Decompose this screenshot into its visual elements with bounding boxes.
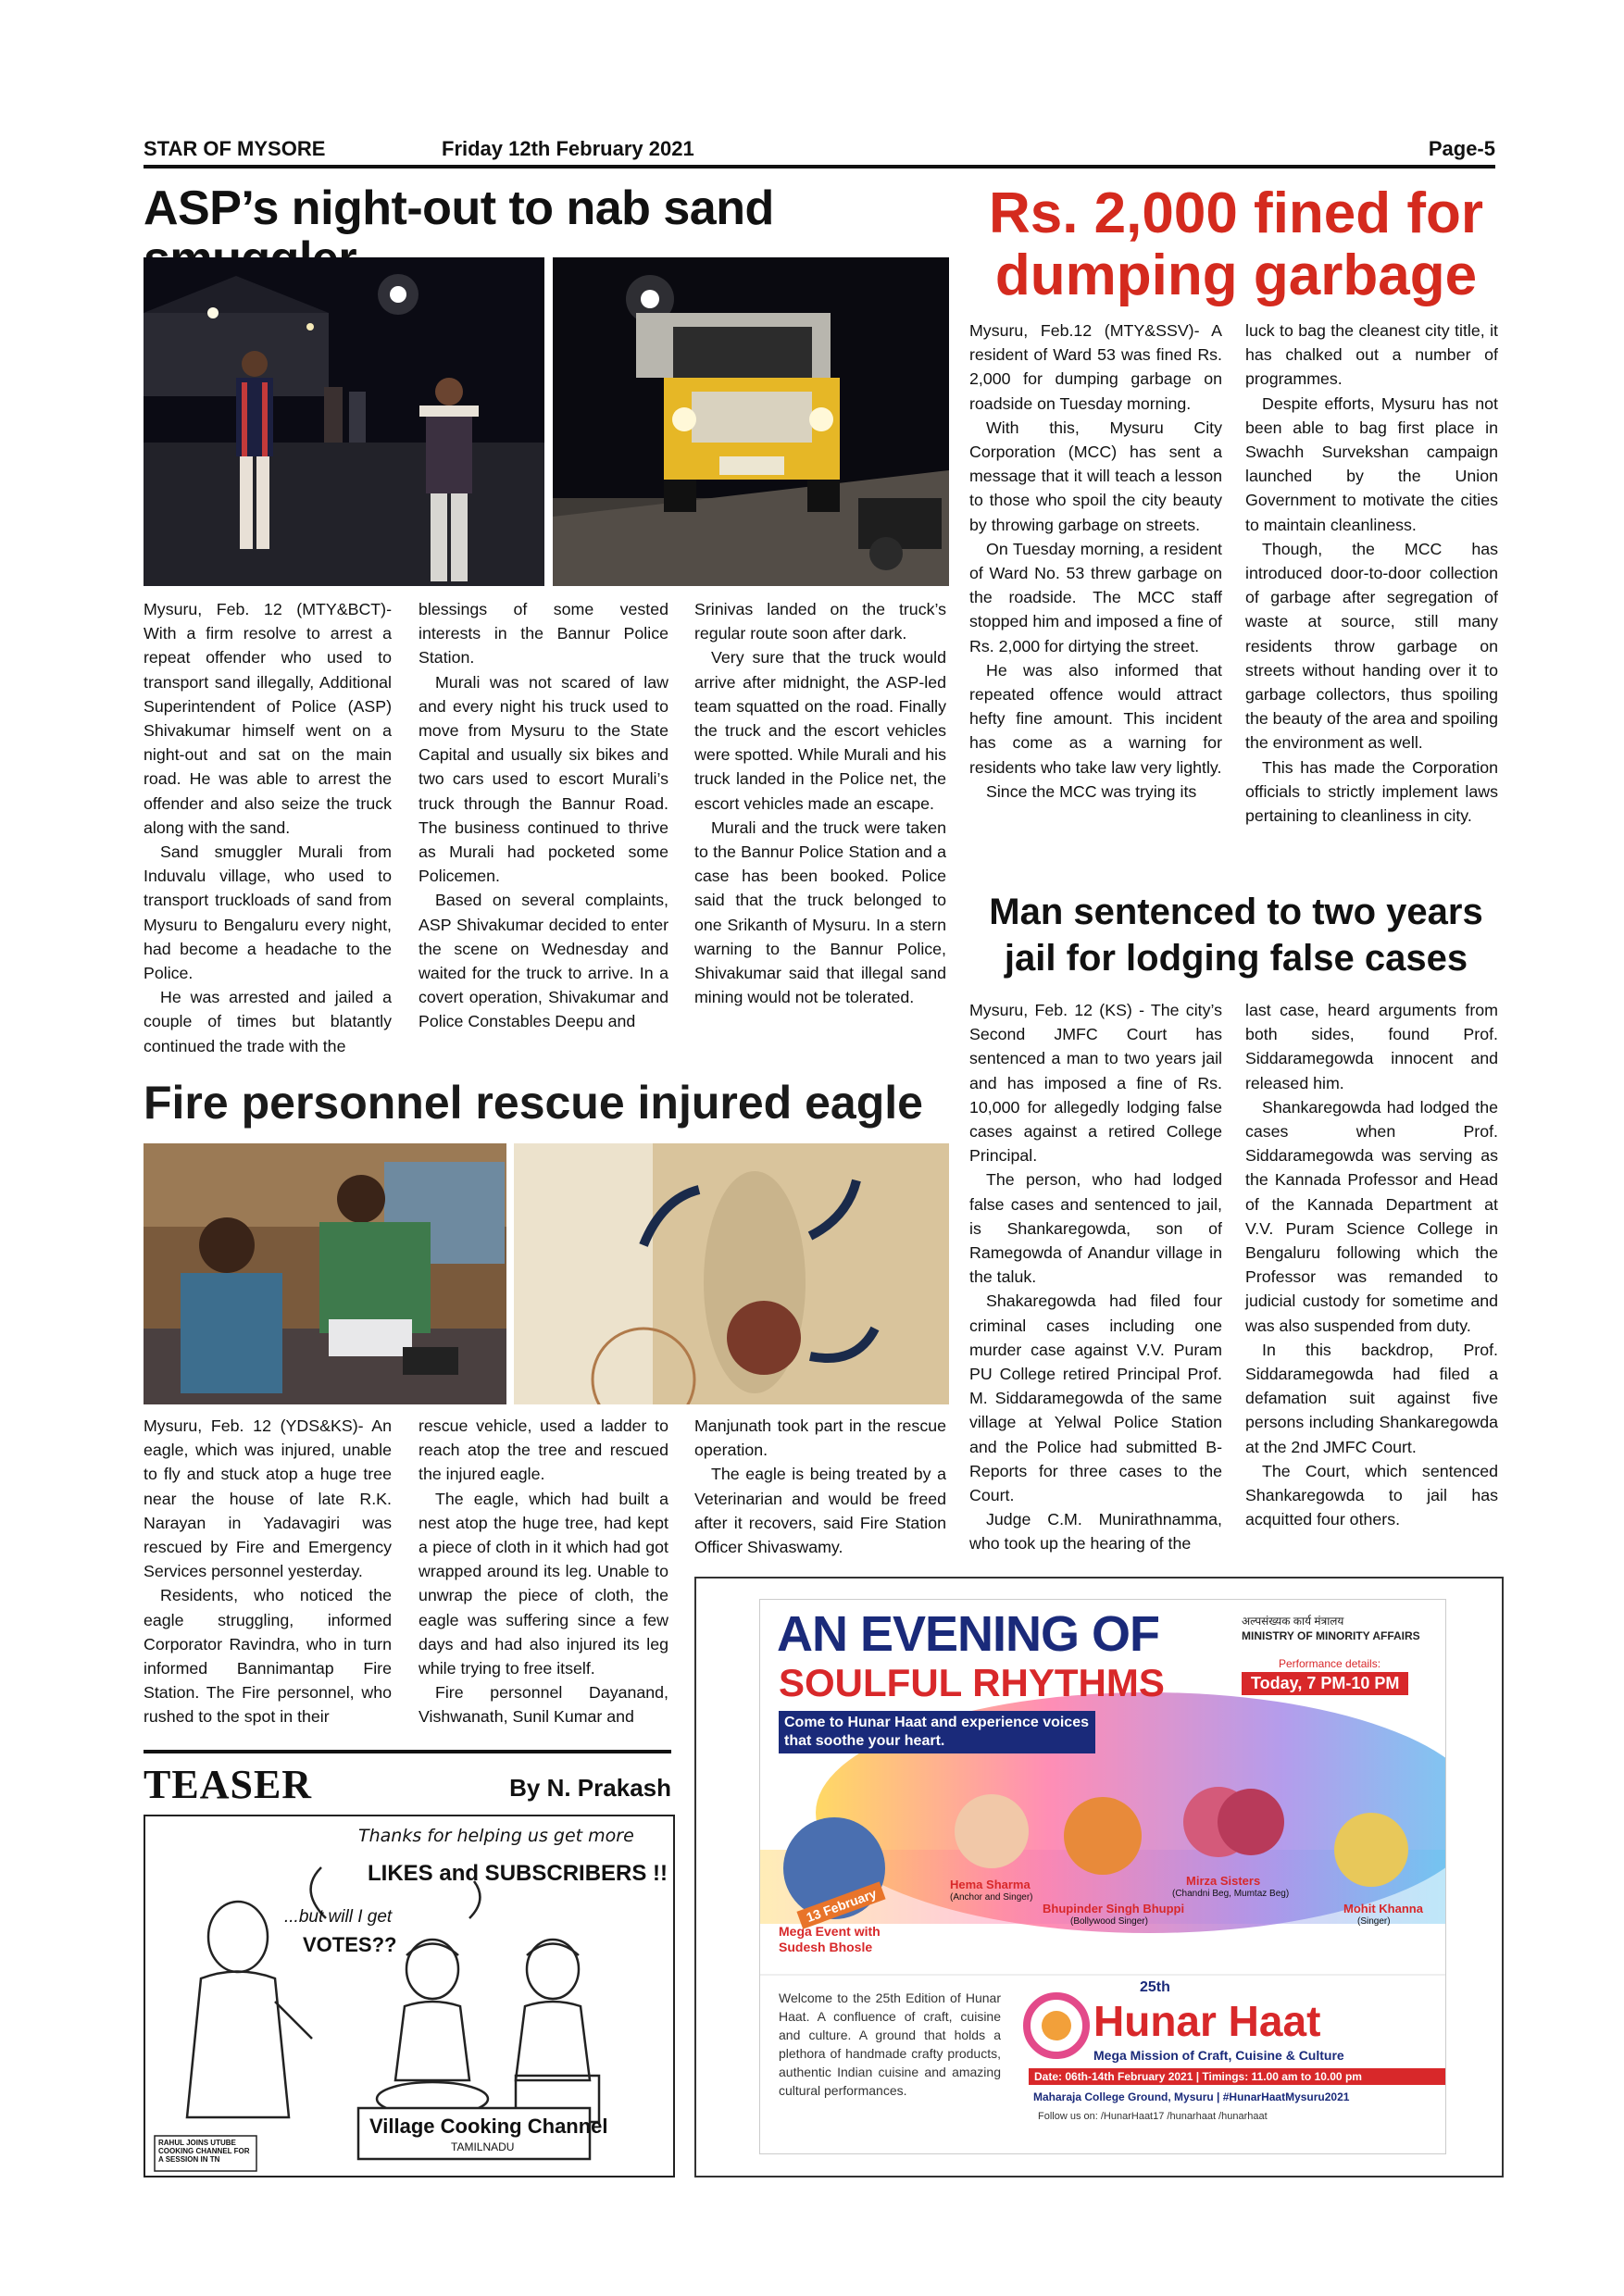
- ad-title-2: SOULFUL RHYTHMS: [779, 1661, 1165, 1704]
- performer-1-name: Hema Sharma: [950, 1878, 1031, 1891]
- teaser-title: TEASER: [144, 1762, 313, 1807]
- cartoon-bubble-line4: VOTES??: [303, 1933, 397, 1956]
- ad-brand-sub: Mega Mission of Craft, Cuisine & Culture: [1093, 2048, 1344, 2063]
- garbage-headline: Rs. 2,000 fined for dumping garbage: [988, 181, 1484, 307]
- performer-2-role: (Chandni Beg, Mumtaz Beg): [1172, 1889, 1290, 1899]
- issue-date: Friday 12th February 2021: [442, 137, 694, 160]
- ad-date-tag: 13 February: [796, 1881, 885, 1928]
- performer-2-name: Mirza Sisters: [1186, 1874, 1261, 1888]
- ad-welcome-text: Welcome to the 25th Edition of Hunar Haat. A confluence of craft, cuisine and culture. A ground that holds a plethora of handmade crafty products, authentic Indian cuisine and amazing cultural performances.: [779, 1990, 1001, 2098]
- asp-photo-truck: [553, 257, 949, 586]
- asp-headline: ASP’s night-out to nab sand: [144, 181, 774, 235]
- advertisement-frame: [694, 1577, 1504, 2177]
- garbage-column-1: Mysuru, Feb.12 (MTY&SSV)- A resident of Ward 53 was fined Rs. 2,000 for dumping garbage on roadside on Tuesday morning. With this, Mysuru City Corporation (MCC) has sent a message that it will teach a lesson to those who spoil the city beauty by throwing garbage on streets. On Tuesday morning, a resident of Ward No. 53 threw garbage on the roadside. The MCC staff stopped him and imposed a fine of Rs. 2,000 for dirtying the street. He was also informed that repeated offence would attract hefty fine amount. This incident has come as a warning for residents who take law very lightly. Since the MCC was trying its: [969, 321, 1222, 801]
- ad-title-1: AN EVENING OF: [777, 1606, 1160, 1662]
- eagle-column-1: Mysuru, Feb. 12 (YDS&KS)- An eagle, which was injured, unable to fly and stuck atop a huge tree near the house of late R.K. Narayan in Yadavagiri was rescued by Fire and Emergency Services personnel yesterday. Residents, who noticed the eagle struggling, informed Corporator Ravindra, who in turn informed Bannimantap Fire Station. The Fire personnel, who rushed to the spot in their: [144, 1416, 392, 1727]
- ad-brand: Hunar Haat: [1093, 1997, 1321, 2045]
- ad-perf-time: Today, 7 PM-10 PM: [1242, 1672, 1408, 1695]
- jail-column-2: last case, heard arguments from both sides, found Prof. Siddaramegowda innocent and released him. Shankaregowda had lodged the cases when Prof. Siddaramegowda was serving as the Kannada Professor and Head of the Kannada Department at V.V. Puram Science College in Bengaluru following which the Professor was remanded to judicial custody for sometime and was also suspended from duty. In this backdrop, Prof. Siddaramegowda had filed a defamation suit against five persons including Shankaregowda at the 2nd JMFC Court. The Court, which sentenced Shankaregowda to jail has acquitted four others.: [1245, 1001, 1498, 1529]
- masthead: [144, 137, 1495, 168]
- ad-edition: 25th: [1140, 1979, 1170, 1995]
- performer-4-role: (Singer): [1357, 1916, 1391, 1927]
- eagle-photo-vet: [144, 1143, 506, 1404]
- asp-column-3: Srinivas landed on the truck’s regular route soon after dark. Very sure that the truck would arrive after midnight, the ASP-led team squatted on the road. Finally the truck and the escort vehicles were spotted. While Murali and his truck landed in the Police net, the escort vehicles made an escape. Murali and the truck were taken to the Bannur Police Station and a case has been booked. Police said that the truck belonged to one Srikanth of Mysuru. In a stern warning to the Bannur Police, Shivakumar said that illegal sand mining would not be tolerated.: [694, 600, 946, 1007]
- asp-column-1: Mysuru, Feb. 12 (MTY&BCT)- With a firm resolve to arrest a repeat offender who used to transport sand illegally, Additional Superintendent of Police (ASP) Shivakumar himself went on a night-out and sat on the main road. He was able to arrest the offender and also seize the truck along with the sand. Sand smuggler Murali from Induvalu village, who used to transport truckloads of sand from Mysuru to Bengaluru every night, had become a headache to the Police. He was arrested and jailed a couple of times but blatantly continued the trade with the: [144, 600, 392, 1055]
- teaser-cartoon: [144, 1815, 675, 2177]
- jail-column-1: Mysuru, Feb. 12 (KS) - The city’s Second JMFC Court has sentenced a man to two years jail and has imposed a fine of Rs. 10,000 for allegedly lodging false cases against a retired College Principal. The person, who had lodged false cases and sentenced to jail, is Shankaregowda, son of Ramegowda of Anandur village in the taluk. Shakaregowda had filed four criminal cases including one murder case against V.V. Puram PU College retired Principal Prof. M. Siddaramegowda of the same village at Yelwal Police Station and the Police had submitted B-Reports for three cases to the Court. Judge C.M. Munirathnamma, who took up the hearing of the: [969, 1001, 1222, 1554]
- performer-4-name: Mohit Khanna: [1343, 1902, 1423, 1915]
- teaser-header: [144, 1750, 671, 1805]
- page-number: Page-5: [1428, 137, 1495, 160]
- ad-ministry-hindi: अल्पसंख्यक कार्य मंत्रालय: [1242, 1615, 1344, 1628]
- asp-photo-officers: [144, 257, 544, 586]
- teaser-byline: By N. Prakash: [509, 1774, 671, 1802]
- eagle-column-3: Manjunath took part in the rescue operation. The eagle is being treated by a Veterinarian and would be freed after it recovers, said Fire Station Officer Shivaswamy.: [694, 1416, 946, 1557]
- hunar-haat-ad[interactable]: [759, 1599, 1446, 2154]
- cartoon-caption: RAHUL JOINS UTUBE COOKING CHANNEL FOR A SESSION IN TN: [158, 2139, 250, 2164]
- cartoon-bubble-line2: LIKES and SUBSCRIBERS !!: [368, 1861, 668, 1886]
- cartoon-sign-sub: TAMILNADU: [451, 2140, 515, 2153]
- eagle-photo-claw: [514, 1143, 949, 1404]
- cartoon-bubble-line3: ...but will I get: [284, 1907, 393, 1927]
- cartoon-bubble-line1: Thanks for helping us get more: [358, 1826, 634, 1846]
- ad-tagline: Come to Hunar Haat and experience voices that soothe your heart.: [779, 1711, 1095, 1753]
- garbage-column-2: luck to bag the cleanest city title, it has chalked out a number of programmes. Despite efforts, Mysuru has not been able to bag first place in Swachh Survekshan campaign launched by the Union Government to motivate the cities to maintain cleanliness. Though, the MCC has introduced door-to-door collection of garbage after segregation of waste at source, still many residents throw garbage on streets without handing over it to garbage collectors, thus spoiling the beauty of the area and spoiling the environment as well. This has made the Corporation officials to strictly implement laws pertaining to cleanliness in city.: [1245, 321, 1498, 826]
- ad-dates: Date: 06th-14th February 2021 | Timings: 11.00 am to 10.00 pm: [1029, 2068, 1446, 2085]
- ad-venue: Maharaja College Ground, Mysuru | #HunarHaatMysuru2021: [1033, 2090, 1350, 2103]
- eagle-column-2: rescue vehicle, used a ladder to reach atop the tree and rescued the injured eagle. The eagle, which had built a nest atop the huge tree, had kept a piece of cloth in it which had got wrapped around its leg. Unable to unwrap the piece of cloth, the eagle was suffering since a few days and had also injured its leg while trying to free itself. Fire personnel Dayanand, Vishwanath, Sunil Kumar and: [418, 1416, 668, 1727]
- paper-name: STAR OF MYSORE: [144, 137, 326, 160]
- ad-ministry: MINISTRY OF MINORITY AFFAIRS: [1242, 1629, 1420, 1642]
- jail-headline: Man sentenced to two years jail for lodging false cases: [989, 892, 1483, 979]
- performer-3-name: Bhupinder Singh Bhuppi: [1043, 1902, 1185, 1915]
- asp-column-2: blessings of some vested interests in the Bannur Police Station. Murali was not scared of law and every night his truck used to move from Mysuru to the State Capital and usually six bikes and two cars used to escort Murali’s truck through the Bannur Road. The business continued to thrive as Murali had pocketed some Policemen. Based on several complaints, ASP Shivakumar decided to enter the scene on Wednesday and waited for the truck to arrive. In a covert operation, Shivakumar and Police Constables Deepu and: [418, 600, 668, 1031]
- performer-1-role: (Anchor and Singer): [950, 1892, 1033, 1903]
- ad-perf-label: Performance details:: [1279, 1657, 1381, 1670]
- ad-follow: Follow us on: /HunarHaat17 /hunarhaat /hunarhaat: [1038, 2111, 1268, 2122]
- performer-3-role: (Bollywood Singer): [1070, 1916, 1148, 1927]
- ad-mega-event: Mega Event with Sudesh Bhosle: [779, 1924, 881, 1954]
- eagle-headline: Fire personnel rescue injured eagle: [144, 1077, 923, 1129]
- cartoon-sign: Village Cooking Channel: [369, 2115, 608, 2138]
